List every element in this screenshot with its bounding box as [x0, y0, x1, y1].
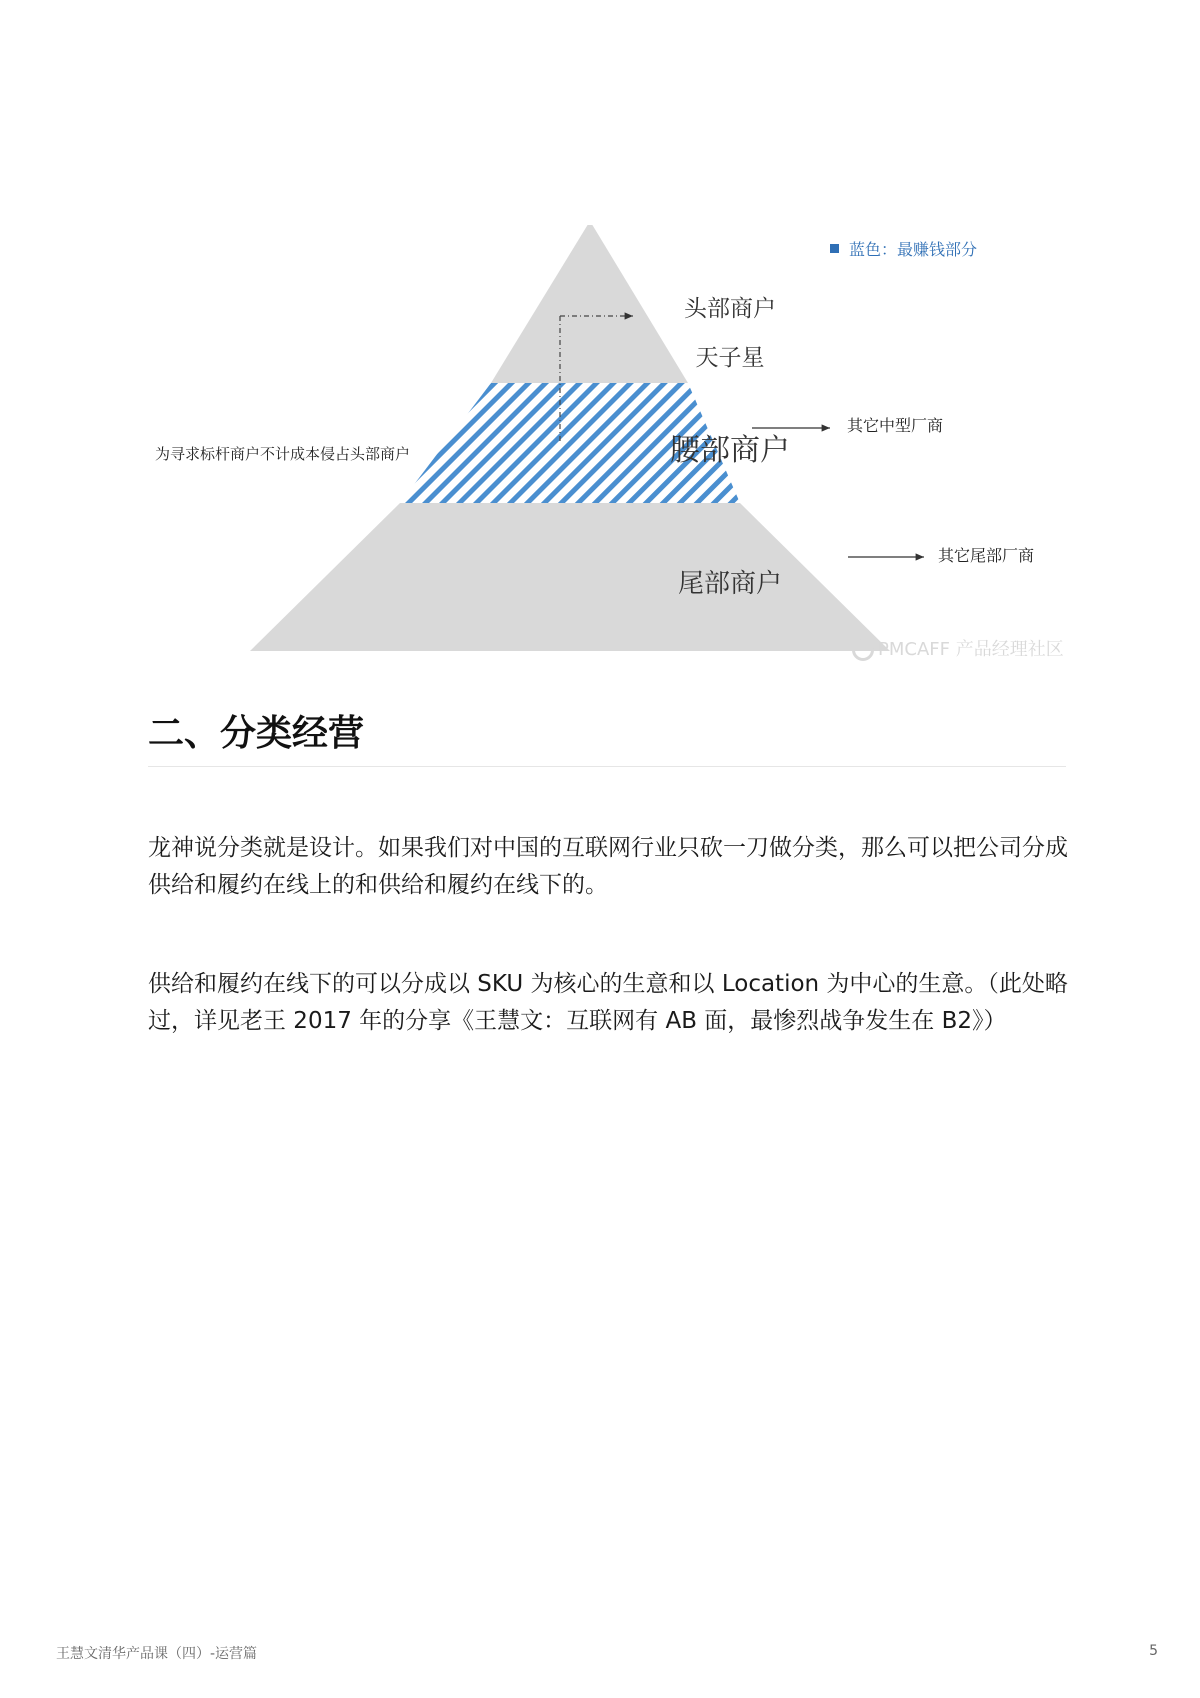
legend-swatch	[830, 244, 839, 253]
legend-text: 蓝色：最赚钱部分	[849, 240, 978, 259]
footer-title: 王慧文清华产品课（四）-运营篇	[56, 1646, 258, 1662]
annotation-middle-right: 其它中型厂商	[847, 416, 944, 435]
watermark-text: PMCAFF 产品经理社区	[878, 639, 1064, 660]
annotation-left: 为寻求标杆商户不计成本侵占头部商户	[155, 445, 411, 463]
page-number: 5	[1149, 1643, 1158, 1659]
watermark	[852, 635, 1064, 661]
tier-top-label: 头部商户	[684, 296, 776, 322]
tier-top-sublabel: 天子星	[695, 345, 765, 371]
paragraph-2: 供给和履约在线下的可以分成以 SKU 为核心的生意和以 Location 为中心的生意。（此处略过，详见老王 2017 年的分享《王慧文：互联网有 AB 面，最惨烈战争发生在 B2》）	[148, 971, 1068, 1034]
pyramid-figure	[140, 225, 1064, 665]
title-divider	[148, 766, 1066, 767]
paragraph-1: 龙神说分类就是设计。如果我们对中国的互联网行业只砍一刀做分类，那么可以把公司分成供给和履约在线上的和供给和履约在线下的。	[148, 835, 1068, 898]
legend	[830, 237, 977, 260]
annotation-bottom-right: 其它尾部厂商	[938, 546, 1035, 565]
tier-bottom-label: 尾部商户	[677, 569, 782, 599]
tier-middle-label: 腰部商户	[670, 433, 790, 468]
section-title: 二、分类经营	[148, 713, 365, 754]
watermark-logo-icon	[852, 639, 874, 661]
